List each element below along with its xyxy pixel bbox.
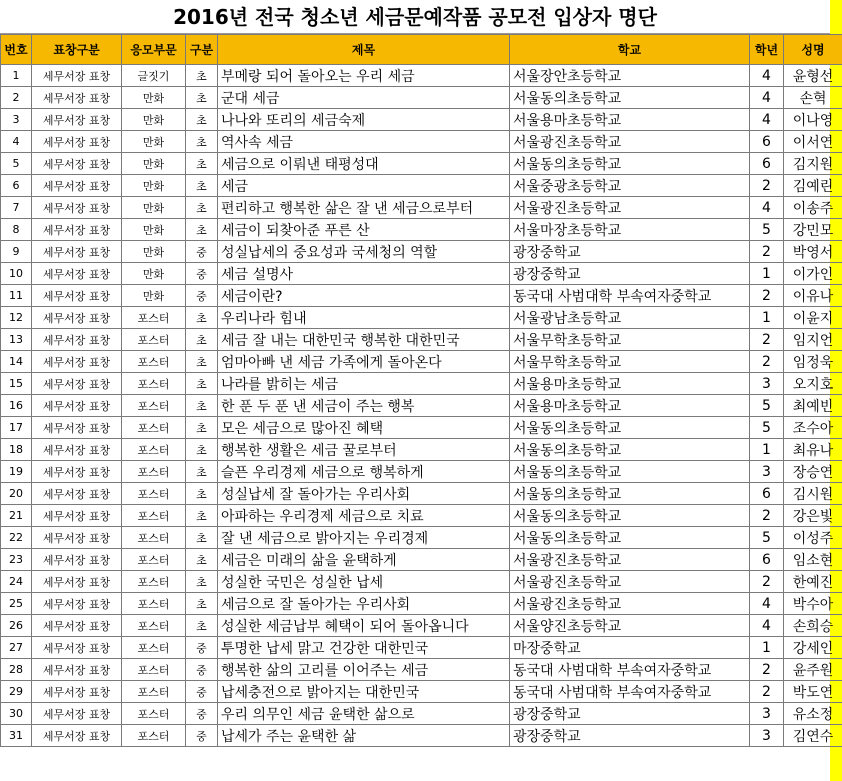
cell-level[interactable]: 초: [186, 219, 218, 241]
cell-number[interactable]: 30: [1, 703, 32, 725]
cell-award[interactable]: 세무서장 표창: [32, 659, 122, 681]
header-cell-school[interactable]: 학교: [510, 35, 750, 65]
cell-name[interactable]: 유소정: [784, 703, 842, 725]
cell-level[interactable]: 중: [186, 285, 218, 307]
cell-title[interactable]: 투명한 납세 맑고 건강한 대한민국: [218, 637, 510, 659]
cell-award[interactable]: 세무서장 표창: [32, 505, 122, 527]
table-row: [1, 637, 842, 659]
table-row: [1, 395, 842, 417]
cell-award[interactable]: 세무서장 표창: [32, 527, 122, 549]
cell-grade[interactable]: 2: [750, 571, 784, 593]
cell-title[interactable]: 나라를 밝히는 세금: [218, 373, 510, 395]
cell-title[interactable]: 세금으로 잘 돌아가는 우리사회: [218, 593, 510, 615]
cell-number[interactable]: 12: [1, 307, 32, 329]
cell-grade[interactable]: 3: [750, 703, 784, 725]
cell-level[interactable]: 초: [186, 461, 218, 483]
cell-level[interactable]: 초: [186, 307, 218, 329]
cell-level[interactable]: 초: [186, 593, 218, 615]
cell-name[interactable]: 이윤지: [784, 307, 842, 329]
table-row: [1, 461, 842, 483]
cell-level[interactable]: 중: [186, 241, 218, 263]
cell-number[interactable]: 16: [1, 395, 32, 417]
cell-category[interactable]: 만화: [122, 153, 186, 175]
cell-school[interactable]: 서울동의초등학교: [510, 87, 750, 109]
cell-award[interactable]: 세무서장 표창: [32, 593, 122, 615]
cell-school[interactable]: 서울마장초등학교: [510, 219, 750, 241]
cell-number[interactable]: 7: [1, 197, 32, 219]
cell-school[interactable]: 서울양진초등학교: [510, 615, 750, 637]
cell-category[interactable]: 포스터: [122, 549, 186, 571]
cell-level[interactable]: 초: [186, 329, 218, 351]
table-row: [1, 329, 842, 351]
table-row: [1, 65, 842, 87]
cell-award[interactable]: 세무서장 표창: [32, 417, 122, 439]
cell-school[interactable]: 동국대 사범대학 부속여자중학교: [510, 659, 750, 681]
cell-category[interactable]: 만화: [122, 219, 186, 241]
table-row: [1, 87, 842, 109]
cell-title[interactable]: 세금으로 이뤄낸 태평성대: [218, 153, 510, 175]
cell-title[interactable]: 엄마아빠 낸 세금 가족에게 돌아온다: [218, 351, 510, 373]
table-row: [1, 153, 842, 175]
winners-table: [0, 34, 842, 747]
cell-title[interactable]: 역사속 세금: [218, 131, 510, 153]
cell-title[interactable]: 행복한 생활은 세금 꿀로부터: [218, 439, 510, 461]
cell-number[interactable]: 15: [1, 373, 32, 395]
cell-title[interactable]: 세금은 미래의 삶을 윤택하게: [218, 549, 510, 571]
cell-school[interactable]: 서울광진초등학교: [510, 593, 750, 615]
cell-award[interactable]: 세무서장 표창: [32, 263, 122, 285]
cell-award[interactable]: 세무서장 표창: [32, 285, 122, 307]
table-row: [1, 263, 842, 285]
table-row: [1, 681, 842, 703]
cell-award[interactable]: 세무서장 표창: [32, 615, 122, 637]
cell-name[interactable]: 손희승: [784, 615, 842, 637]
cell-name[interactable]: 이성주: [784, 527, 842, 549]
cell-title[interactable]: 성실한 국민은 성실한 납세: [218, 571, 510, 593]
cell-award[interactable]: 세무서장 표창: [32, 725, 122, 747]
table-row: [1, 109, 842, 131]
cell-number[interactable]: 4: [1, 131, 32, 153]
cell-number[interactable]: 22: [1, 527, 32, 549]
cell-number[interactable]: 10: [1, 263, 32, 285]
cell-title[interactable]: 성실납세의 중요성과 국세청의 역할: [218, 241, 510, 263]
cell-number[interactable]: 24: [1, 571, 32, 593]
cell-number[interactable]: 26: [1, 615, 32, 637]
table-row: [1, 615, 842, 637]
cell-level[interactable]: 초: [186, 483, 218, 505]
cell-level[interactable]: 중: [186, 703, 218, 725]
cell-school[interactable]: 서울동의초등학교: [510, 439, 750, 461]
cell-grade[interactable]: 5: [750, 395, 784, 417]
cell-grade[interactable]: 6: [750, 483, 784, 505]
cell-grade[interactable]: 6: [750, 131, 784, 153]
cell-category[interactable]: 만화: [122, 175, 186, 197]
cell-number[interactable]: 11: [1, 285, 32, 307]
cell-name[interactable]: 한예진: [784, 571, 842, 593]
cell-award[interactable]: 세무서장 표창: [32, 329, 122, 351]
cell-title[interactable]: 모은 세금으로 많아진 혜택: [218, 417, 510, 439]
cell-grade[interactable]: 1: [750, 263, 784, 285]
cell-name[interactable]: 임정욱: [784, 351, 842, 373]
cell-level[interactable]: 초: [186, 417, 218, 439]
cell-level[interactable]: 중: [186, 637, 218, 659]
cell-level[interactable]: 초: [186, 87, 218, 109]
cell-title[interactable]: 행복한 삶의 고리를 이어주는 세금: [218, 659, 510, 681]
cell-number[interactable]: 1: [1, 65, 32, 87]
table-row: [1, 175, 842, 197]
cell-number[interactable]: 28: [1, 659, 32, 681]
cell-name[interactable]: 김연수: [784, 725, 842, 747]
cell-level[interactable]: 초: [186, 395, 218, 417]
cell-award[interactable]: 세무서장 표창: [32, 87, 122, 109]
cell-award[interactable]: 세무서장 표창: [32, 703, 122, 725]
cell-grade[interactable]: 2: [750, 285, 784, 307]
cell-title[interactable]: 세금 설명사: [218, 263, 510, 285]
cell-grade[interactable]: 4: [750, 109, 784, 131]
cell-name[interactable]: 이가인: [784, 263, 842, 285]
cell-name[interactable]: 박도연: [784, 681, 842, 703]
cell-grade[interactable]: 1: [750, 307, 784, 329]
cell-number[interactable]: 8: [1, 219, 32, 241]
cell-name[interactable]: 박영서: [784, 241, 842, 263]
cell-grade[interactable]: 5: [750, 219, 784, 241]
cell-number[interactable]: 2: [1, 87, 32, 109]
table-row: [1, 483, 842, 505]
cell-name[interactable]: 오지호: [784, 373, 842, 395]
header-cell-level[interactable]: 구분: [186, 35, 218, 65]
cell-school[interactable]: 동국대 사범대학 부속여자중학교: [510, 681, 750, 703]
table-row: [1, 549, 842, 571]
table-row: [1, 219, 842, 241]
cell-title[interactable]: 슬픈 우리경제 세금으로 행복하게: [218, 461, 510, 483]
cell-category[interactable]: 포스터: [122, 593, 186, 615]
cell-school[interactable]: 서울동의초등학교: [510, 461, 750, 483]
cell-name[interactable]: 손혁: [784, 87, 842, 109]
cell-level[interactable]: 초: [186, 571, 218, 593]
cell-award[interactable]: 세무서장 표창: [32, 65, 122, 87]
cell-award[interactable]: 세무서장 표창: [32, 681, 122, 703]
cell-level[interactable]: 초: [186, 505, 218, 527]
cell-level[interactable]: 초: [186, 439, 218, 461]
cell-school[interactable]: 광장중학교: [510, 241, 750, 263]
cell-award[interactable]: 세무서장 표창: [32, 307, 122, 329]
cell-name[interactable]: 이유나: [784, 285, 842, 307]
cell-school[interactable]: 서울광진초등학교: [510, 549, 750, 571]
cell-school[interactable]: 마장중학교: [510, 637, 750, 659]
table-row: [1, 417, 842, 439]
cell-school[interactable]: 서울동의초등학교: [510, 417, 750, 439]
cell-school[interactable]: 서울무학초등학교: [510, 329, 750, 351]
cell-category[interactable]: 포스터: [122, 505, 186, 527]
cell-number[interactable]: 29: [1, 681, 32, 703]
cell-category[interactable]: 포스터: [122, 571, 186, 593]
header-cell-award[interactable]: 표창구분: [32, 35, 122, 65]
cell-award[interactable]: 세무서장 표창: [32, 373, 122, 395]
cell-number[interactable]: 13: [1, 329, 32, 351]
cell-grade[interactable]: 4: [750, 615, 784, 637]
cell-school[interactable]: 서울중광초등학교: [510, 175, 750, 197]
cell-level[interactable]: 초: [186, 373, 218, 395]
cell-grade[interactable]: 4: [750, 87, 784, 109]
cell-number[interactable]: 23: [1, 549, 32, 571]
cell-number[interactable]: 17: [1, 417, 32, 439]
cell-category[interactable]: 포스터: [122, 351, 186, 373]
cell-category[interactable]: 만화: [122, 197, 186, 219]
table-row: [1, 373, 842, 395]
cell-title[interactable]: 나나와 또리의 세금숙제: [218, 109, 510, 131]
cell-level[interactable]: 중: [186, 263, 218, 285]
cell-name[interactable]: 윤주원: [784, 659, 842, 681]
header-cell-title[interactable]: 제목: [218, 35, 510, 65]
cell-name[interactable]: 강은빛: [784, 505, 842, 527]
cell-category[interactable]: 포스터: [122, 461, 186, 483]
cell-level[interactable]: 초: [186, 197, 218, 219]
cell-title[interactable]: 잘 낸 세금으로 밝아지는 우리경제: [218, 527, 510, 549]
cell-category[interactable]: 글짓기: [122, 65, 186, 87]
cell-number[interactable]: 9: [1, 241, 32, 263]
cell-grade[interactable]: 2: [750, 175, 784, 197]
cell-grade[interactable]: 4: [750, 197, 784, 219]
cell-award[interactable]: 세무서장 표창: [32, 197, 122, 219]
table-row: [1, 725, 842, 747]
cell-category[interactable]: 만화: [122, 87, 186, 109]
cell-level[interactable]: 초: [186, 527, 218, 549]
cell-award[interactable]: 세무서장 표창: [32, 131, 122, 153]
table-row: [1, 571, 842, 593]
table-row: [1, 505, 842, 527]
cell-level[interactable]: 초: [186, 153, 218, 175]
cell-category[interactable]: 포스터: [122, 527, 186, 549]
cell-school[interactable]: 광장중학교: [510, 703, 750, 725]
table-row: [1, 241, 842, 263]
cell-category[interactable]: 만화: [122, 263, 186, 285]
cell-name[interactable]: 최유나: [784, 439, 842, 461]
cell-name[interactable]: 이나영: [784, 109, 842, 131]
table-row: [1, 439, 842, 461]
header-cell-name[interactable]: 성명: [784, 35, 842, 65]
cell-category[interactable]: 만화: [122, 131, 186, 153]
cell-category[interactable]: 포스터: [122, 439, 186, 461]
cell-name[interactable]: 임소현: [784, 549, 842, 571]
table-row: [1, 703, 842, 725]
cell-title[interactable]: 세금이 되찾아준 푸른 산: [218, 219, 510, 241]
cell-award[interactable]: 세무서장 표창: [32, 175, 122, 197]
cell-name[interactable]: 김예린: [784, 175, 842, 197]
cell-name[interactable]: 조수아: [784, 417, 842, 439]
table-row: [1, 593, 842, 615]
header-cell-category[interactable]: 응모부문: [122, 35, 186, 65]
cell-number[interactable]: 5: [1, 153, 32, 175]
cell-school[interactable]: 서울장안초등학교: [510, 65, 750, 87]
cell-category[interactable]: 만화: [122, 241, 186, 263]
cell-grade[interactable]: 1: [750, 439, 784, 461]
cell-award[interactable]: 세무서장 표창: [32, 483, 122, 505]
cell-title[interactable]: 납세충전으로 밝아지는 대한민국: [218, 681, 510, 703]
cell-name[interactable]: 최예빈: [784, 395, 842, 417]
cell-name[interactable]: 이서연: [784, 131, 842, 153]
table-row: [1, 131, 842, 153]
cell-category[interactable]: 만화: [122, 109, 186, 131]
cell-category[interactable]: 만화: [122, 285, 186, 307]
table-row: [1, 307, 842, 329]
cell-school[interactable]: 서울동의초등학교: [510, 505, 750, 527]
cell-level[interactable]: 초: [186, 549, 218, 571]
cell-award[interactable]: 세무서장 표창: [32, 153, 122, 175]
cell-number[interactable]: 3: [1, 109, 32, 131]
header-cell-number[interactable]: 번호: [1, 35, 32, 65]
cell-title[interactable]: 부메랑 되어 돌아오는 우리 세금: [218, 65, 510, 87]
cell-title[interactable]: 군대 세금: [218, 87, 510, 109]
cell-school[interactable]: 서울무학초등학교: [510, 351, 750, 373]
cell-level[interactable]: 중: [186, 725, 218, 747]
cell-school[interactable]: 광장중학교: [510, 725, 750, 747]
cell-category[interactable]: 포스터: [122, 725, 186, 747]
cell-title[interactable]: 우리 의무인 세금 윤택한 삶으로: [218, 703, 510, 725]
cell-grade[interactable]: 2: [750, 659, 784, 681]
cell-school[interactable]: 서울용마초등학교: [510, 109, 750, 131]
cell-school[interactable]: 서울광진초등학교: [510, 571, 750, 593]
cell-number[interactable]: 6: [1, 175, 32, 197]
cell-grade[interactable]: 2: [750, 351, 784, 373]
cell-title[interactable]: 아파하는 우리경제 세금으로 치료: [218, 505, 510, 527]
cell-school[interactable]: 서울광진초등학교: [510, 197, 750, 219]
cell-category[interactable]: 포스터: [122, 307, 186, 329]
header-cell-grade[interactable]: 학년: [750, 35, 784, 65]
cell-category[interactable]: 포스터: [122, 703, 186, 725]
cell-grade[interactable]: 2: [750, 329, 784, 351]
cell-name[interactable]: 이송주: [784, 197, 842, 219]
cell-award[interactable]: 세무서장 표창: [32, 439, 122, 461]
cell-grade[interactable]: 2: [750, 681, 784, 703]
cell-grade[interactable]: 5: [750, 417, 784, 439]
cell-name[interactable]: 윤형선: [784, 65, 842, 87]
cell-title[interactable]: 세금 잘 내는 대한민국 행복한 대한민국: [218, 329, 510, 351]
cell-award[interactable]: 세무서장 표창: [32, 461, 122, 483]
header-row: [1, 35, 842, 65]
cell-grade[interactable]: 1: [750, 637, 784, 659]
cell-school[interactable]: 광장중학교: [510, 263, 750, 285]
cell-title[interactable]: 한 푼 두 푼 낸 세금이 주는 행복: [218, 395, 510, 417]
cell-level[interactable]: 초: [186, 175, 218, 197]
table-row: [1, 285, 842, 307]
cell-number[interactable]: 19: [1, 461, 32, 483]
cell-grade[interactable]: 5: [750, 527, 784, 549]
table-row: [1, 197, 842, 219]
cell-title[interactable]: 우리나라 힘내: [218, 307, 510, 329]
cell-level[interactable]: 초: [186, 109, 218, 131]
cell-school[interactable]: 서울용마초등학교: [510, 373, 750, 395]
cell-school[interactable]: 서울용마초등학교: [510, 395, 750, 417]
cell-school[interactable]: 서울광진초등학교: [510, 131, 750, 153]
cell-category[interactable]: 포스터: [122, 637, 186, 659]
cell-grade[interactable]: 6: [750, 549, 784, 571]
cell-number[interactable]: 27: [1, 637, 32, 659]
cell-award[interactable]: 세무서장 표창: [32, 219, 122, 241]
cell-award[interactable]: 세무서장 표창: [32, 109, 122, 131]
cell-category[interactable]: 포스터: [122, 329, 186, 351]
cell-level[interactable]: 초: [186, 65, 218, 87]
cell-name[interactable]: 임지언: [784, 329, 842, 351]
cell-grade[interactable]: 3: [750, 461, 784, 483]
table-row: [1, 527, 842, 549]
cell-name[interactable]: 강민모: [784, 219, 842, 241]
cell-school[interactable]: 서울동의초등학교: [510, 527, 750, 549]
cell-school[interactable]: 서울동의초등학교: [510, 483, 750, 505]
cell-number[interactable]: 21: [1, 505, 32, 527]
cell-number[interactable]: 25: [1, 593, 32, 615]
cell-award[interactable]: 세무서장 표창: [32, 351, 122, 373]
cell-award[interactable]: 세무서장 표창: [32, 637, 122, 659]
cell-grade[interactable]: 2: [750, 505, 784, 527]
cell-grade[interactable]: 4: [750, 65, 784, 87]
cell-category[interactable]: 포스터: [122, 681, 186, 703]
page-title: 2016년 전국 청소년 세금문예작품 공모전 입상자 명단: [0, 0, 830, 34]
cell-category[interactable]: 포스터: [122, 373, 186, 395]
cell-title[interactable]: 납세가 주는 윤택한 삶: [218, 725, 510, 747]
cell-level[interactable]: 초: [186, 351, 218, 373]
cell-award[interactable]: 세무서장 표창: [32, 571, 122, 593]
cell-level[interactable]: 초: [186, 615, 218, 637]
cell-award[interactable]: 세무서장 표창: [32, 395, 122, 417]
cell-level[interactable]: 중: [186, 659, 218, 681]
cell-level[interactable]: 초: [186, 131, 218, 153]
cell-name[interactable]: 박수아: [784, 593, 842, 615]
cell-level[interactable]: 중: [186, 681, 218, 703]
cell-name[interactable]: 김시원: [784, 483, 842, 505]
cell-title[interactable]: 세금: [218, 175, 510, 197]
cell-category[interactable]: 포스터: [122, 395, 186, 417]
cell-school[interactable]: 서울동의초등학교: [510, 153, 750, 175]
cell-number[interactable]: 14: [1, 351, 32, 373]
cell-grade[interactable]: 3: [750, 725, 784, 747]
cell-grade[interactable]: 4: [750, 593, 784, 615]
cell-number[interactable]: 20: [1, 483, 32, 505]
cell-title[interactable]: 세금이란?: [218, 285, 510, 307]
table-row: [1, 351, 842, 373]
cell-category[interactable]: 포스터: [122, 615, 186, 637]
cell-number[interactable]: 31: [1, 725, 32, 747]
cell-name[interactable]: 장승연: [784, 461, 842, 483]
cell-school[interactable]: 서울광남초등학교: [510, 307, 750, 329]
cell-category[interactable]: 포스터: [122, 483, 186, 505]
cell-title[interactable]: 성실납세 잘 돌아가는 우리사회: [218, 483, 510, 505]
cell-title[interactable]: 편리하고 행복한 삶은 잘 낸 세금으로부터: [218, 197, 510, 219]
cell-number[interactable]: 18: [1, 439, 32, 461]
table-row: [1, 659, 842, 681]
cell-title[interactable]: 성실한 세금납부 혜택이 되어 돌아옵니다: [218, 615, 510, 637]
cell-award[interactable]: 세무서장 표창: [32, 241, 122, 263]
cell-name[interactable]: 강세인: [784, 637, 842, 659]
cell-category[interactable]: 포스터: [122, 659, 186, 681]
cell-school[interactable]: 동국대 사범대학 부속여자중학교: [510, 285, 750, 307]
cell-grade[interactable]: 2: [750, 241, 784, 263]
cell-name[interactable]: 김지원: [784, 153, 842, 175]
cell-category[interactable]: 포스터: [122, 417, 186, 439]
cell-grade[interactable]: 3: [750, 373, 784, 395]
cell-award[interactable]: 세무서장 표창: [32, 549, 122, 571]
cell-grade[interactable]: 6: [750, 153, 784, 175]
